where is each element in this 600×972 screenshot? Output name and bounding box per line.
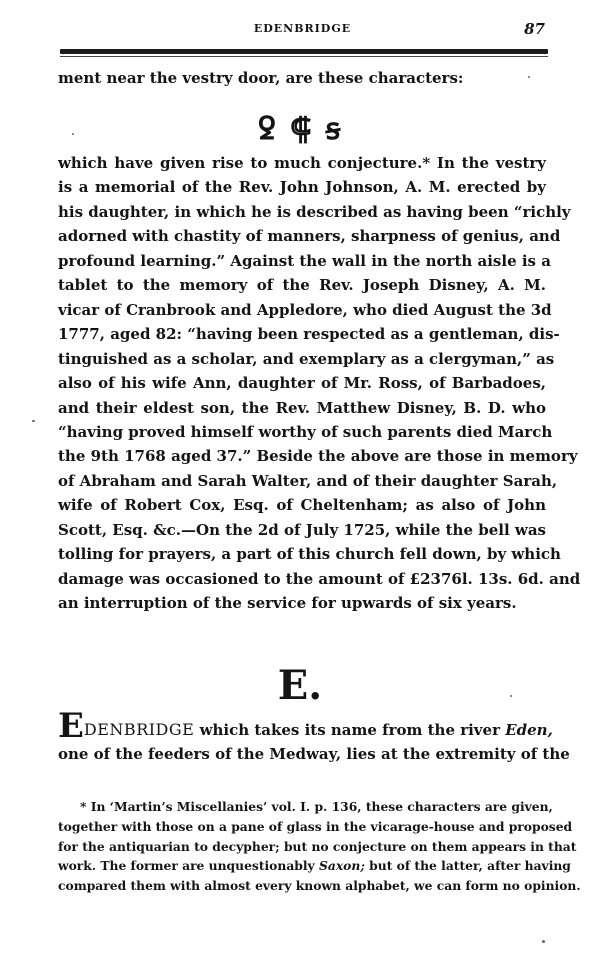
text-fragment: but of the latter, after having — [364, 858, 571, 874]
text-line: wife of Robert Cox, Esq. of Cheltenham; as also of John — [58, 496, 546, 515]
text-line: tolling for prayers, a part of this church fell down, by which — [58, 545, 561, 564]
italic-saxon: Saxon; — [319, 858, 365, 874]
paper-speck — [528, 76, 530, 78]
footnote-line: compared them with almost every known alphabet, we can form no opinion. — [58, 878, 581, 894]
text-line: damage was occasioned to the amount of £2376l. 13s. 6d. and — [58, 569, 581, 588]
paragraph-church-memorials — [58, 151, 581, 616]
text-line: profound learning.” Against the wall in the north aisle is a — [58, 251, 551, 270]
paper-speck — [542, 940, 545, 943]
section-ornament: E. — [277, 662, 323, 709]
footnote-line: together with those on a pane of glass in the vicarage-house and proposed — [58, 818, 573, 834]
text-line: adorned with chastity of manners, sharpness of genius, and — [58, 227, 561, 246]
running-head — [60, 20, 545, 42]
text-line: his daughter, in which he is described as having been “richly — [58, 202, 571, 221]
paper-speck — [72, 133, 74, 135]
text-line: tablet to the memory of the Rev. Joseph Disney, A. M. — [58, 276, 546, 295]
text-fragment: which takes its name from the river — [194, 721, 506, 739]
footnote-line: * In ‘Martin’s Miscellanies’ vol. I. p. 136, these characters are given, — [80, 799, 553, 814]
header-rule-thick — [60, 49, 548, 54]
text-line: is a memorial of the Rev. John Johnson, A. M. erected by — [58, 178, 546, 197]
text-line — [58, 706, 553, 746]
footnote-line — [58, 856, 571, 876]
text-line: the 9th 1768 aged 37.” Beside the above are those in memory — [58, 447, 578, 466]
paragraph-continuation — [58, 66, 546, 90]
footnote-line: for the antiquarian to decypher; but no conjecture on them appears in that — [58, 838, 577, 854]
text-fragment: work. The former are unquestionably — [58, 858, 319, 874]
mysterious-characters: ꝿ ⸿ ꞩ — [257, 112, 343, 147]
running-head-title: EDENBRIDGE — [253, 22, 352, 35]
text-line: “having proved himself worthy of such parents died March — [58, 422, 553, 441]
footnote — [58, 797, 581, 896]
text-line: Scott, Esq. &c.—On the 2d of July 1725, while the bell was — [58, 520, 546, 539]
text-line: which have given rise to much conjecture.* In the vestry — [58, 154, 546, 172]
text-line: an interruption of the service for upwards of six years. — [58, 594, 517, 613]
text-line: ment near the vestry door, are these characters: — [58, 69, 464, 87]
drop-capital: E — [58, 706, 84, 746]
text-line: one of the feeders of the Medway, lies at the extremity of the — [58, 745, 570, 764]
paragraph-edenbridge — [58, 706, 570, 767]
header-rule-thin — [60, 56, 548, 57]
paper-speck — [32, 420, 35, 422]
place-name-smallcaps: DENBRIDGE — [83, 720, 195, 739]
paper-speck — [510, 695, 512, 697]
italic-river-name: Eden, — [505, 721, 553, 739]
page-number: 87 — [524, 20, 545, 38]
text-line: also of his wife Ann, daughter of Mr. Ross, of Barbadoes, — [58, 374, 546, 393]
text-line: vicar of Cranbrook and Appledore, who died August the 3d — [58, 300, 552, 319]
text-line: tinguished as a scholar, and exemplary as a clergyman,” as — [58, 349, 555, 368]
text-line: of Abraham and Sarah Walter, and of their daughter Sarah, — [58, 471, 558, 490]
text-line: and their eldest son, the Rev. Matthew Disney, B. D. who — [58, 398, 546, 417]
text-line: 1777, aged 82: “having been respected as a gentleman, dis- — [58, 325, 560, 344]
